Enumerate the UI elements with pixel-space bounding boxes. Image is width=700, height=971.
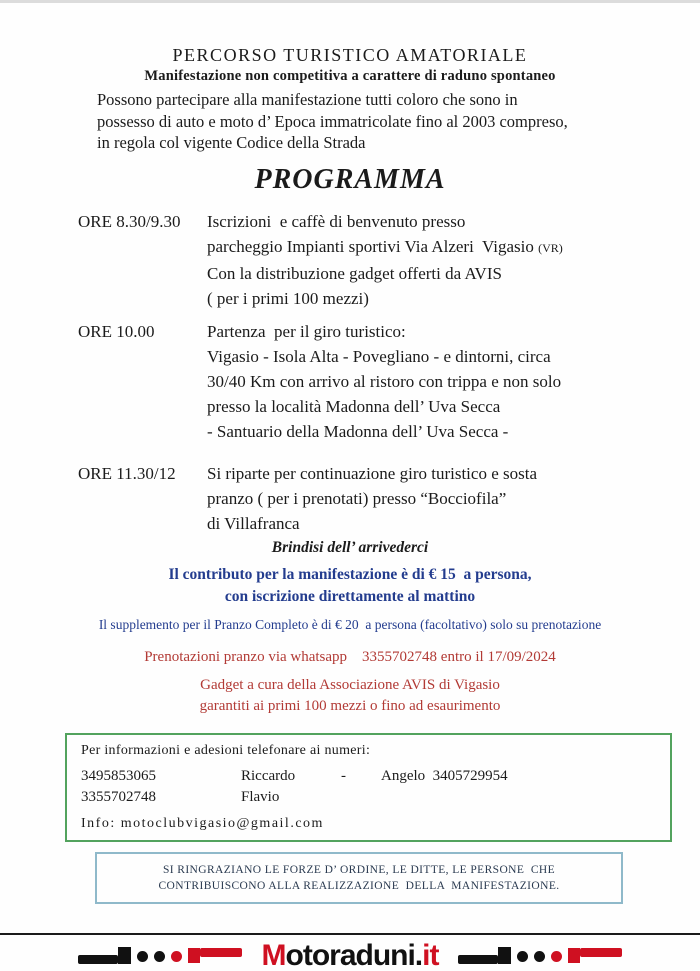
contact-info-box xyxy=(65,733,672,842)
lunch-supplement-notice: Il supplemento per il Pranzo Completo è di € 20 a persona (facoltativo) solo su prenotazione xyxy=(98,616,602,632)
schedule-line: Partenza per il giro turistico: xyxy=(207,321,406,341)
black-dot xyxy=(534,951,545,962)
schedule-time: ORE 8.30/9.30 xyxy=(78,211,181,231)
schedule-time: ORE 10.00 xyxy=(78,321,155,341)
motorcycle-decoration-left-icon xyxy=(78,947,242,964)
block-shape xyxy=(568,948,580,963)
acknowledgements-line: CONTRIBUISCONO ALLA REALIZZAZIONE DELLA MANIFESTAZIONE. xyxy=(158,879,560,892)
contact-name: Flavio xyxy=(241,788,280,805)
acknowledgements-line: SI RINGRAZIANO LE FORZE D’ ORDINE, LE DITTE, LE PERSONE CHE xyxy=(162,863,556,876)
schedule-description xyxy=(207,319,700,444)
booking-notice: Prenotazioni pranzo via whatsapp 3355702748 entro il 17/09/2024 xyxy=(144,648,556,665)
brand-part-mid: otoraduni. xyxy=(285,938,423,971)
schedule-description xyxy=(207,461,700,536)
page-title: PERCORSO TURISTICO AMATORIALE xyxy=(172,45,528,65)
dash-separator: - xyxy=(341,767,346,784)
schedule-entry-lunch xyxy=(78,461,700,536)
brand-part-it: it xyxy=(422,938,439,971)
schedule-line: - Santuario della Madonna dell’ Uva Secca - xyxy=(207,421,509,441)
black-bike-shape xyxy=(458,947,511,964)
bar-shape xyxy=(200,948,242,957)
schedule-line: Si riparte per continuazione giro turistico e sosta xyxy=(207,463,537,483)
dash-separator xyxy=(341,787,381,808)
acknowledgements-box xyxy=(95,852,623,904)
block-shape xyxy=(118,947,131,964)
block-shape xyxy=(498,947,511,964)
black-dot xyxy=(154,951,165,962)
programma-heading: PROGRAMMA xyxy=(254,163,446,195)
farewell-toast-line: Brindisi dell’ arrivederci xyxy=(271,538,429,556)
contact-row xyxy=(81,766,662,808)
province-abbreviation: (VR) xyxy=(538,240,563,255)
bar-shape xyxy=(458,955,498,964)
footer-brand-bar xyxy=(0,935,700,971)
schedule-line-text: parcheggio Impianti sportivi Via Alzeri Vigasio xyxy=(207,236,539,256)
contact-email: Info: motoclubvigasio@gmail.com xyxy=(81,815,324,831)
schedule-line: Vigasio - Isola Alta - Povegliano - e dintorni, circa xyxy=(207,346,551,366)
contribution-line: Il contributo per la manifestazione è di € 15 a persona, xyxy=(168,565,532,583)
gadget-line: garantiti ai primi 100 mezzi o fino ad esaurimento xyxy=(199,697,501,714)
schedule-line xyxy=(207,234,700,261)
gadget-notice xyxy=(0,675,700,717)
schedule-line: di Villafranca xyxy=(207,513,300,533)
schedule-line: Con la distribuzione gadget offerti da AVIS xyxy=(207,263,502,283)
schedule-line: Iscrizioni e caffè di benvenuto presso xyxy=(207,211,466,231)
contact-header: Per informazioni e adesioni telefonare ai numeri: xyxy=(81,742,371,758)
schedule-description xyxy=(207,209,700,311)
contact-name-and-number: Angelo 3405729954 xyxy=(381,767,508,784)
intro-line: in regola col vigente Codice della Strada xyxy=(97,133,366,152)
page-subtitle: Manifestazione non competitiva a carattere di raduno spontaneo xyxy=(144,68,556,84)
red-dot xyxy=(171,951,182,962)
intro-line: Possono partecipare alla manifestazione tutti coloro che sono in xyxy=(97,90,518,109)
schedule-list xyxy=(0,209,700,536)
contribution-line: con iscrizione direttamente al mattino xyxy=(224,587,476,605)
schedule-time: ORE 11.30/12 xyxy=(78,463,176,483)
schedule-entry-registration xyxy=(78,209,700,311)
red-bike-shape xyxy=(188,948,242,964)
schedule-line: 30/40 Km con arrivo al ristoro con trippa e non solo xyxy=(207,371,562,391)
intro-paragraph xyxy=(0,89,700,154)
motoraduni-wordmark xyxy=(262,939,439,971)
black-bike-shape xyxy=(78,947,131,964)
schedule-line: pranzo ( per i prenotati) presso “Bocciofila” xyxy=(207,488,507,508)
intro-line: possesso di auto e moto d’ Epoca immatricolate fino al 2003 compreso, xyxy=(97,111,568,131)
schedule-line: ( per i primi 100 mezzi) xyxy=(207,288,369,308)
block-shape xyxy=(188,948,200,963)
black-dot xyxy=(137,951,148,962)
contribution-notice xyxy=(0,564,700,608)
black-dot xyxy=(517,951,528,962)
phone-number: 3355702748 xyxy=(81,788,156,805)
bar-shape xyxy=(580,948,622,957)
schedule-line: presso la località Madonna dell’ Uva Secca xyxy=(207,396,501,416)
contact-name: Riccardo xyxy=(241,767,296,784)
phone-number: 3495853065 xyxy=(81,767,156,784)
bar-shape xyxy=(78,955,118,964)
red-dot xyxy=(551,951,562,962)
motorcycle-decoration-right-icon xyxy=(458,947,622,964)
brand-part-m: M xyxy=(261,938,286,971)
schedule-entry-departure xyxy=(78,319,700,444)
contact-extra xyxy=(381,787,662,808)
gadget-line: Gadget a cura della Associazione AVIS di Vigasio xyxy=(200,676,500,693)
red-bike-shape xyxy=(568,948,622,964)
